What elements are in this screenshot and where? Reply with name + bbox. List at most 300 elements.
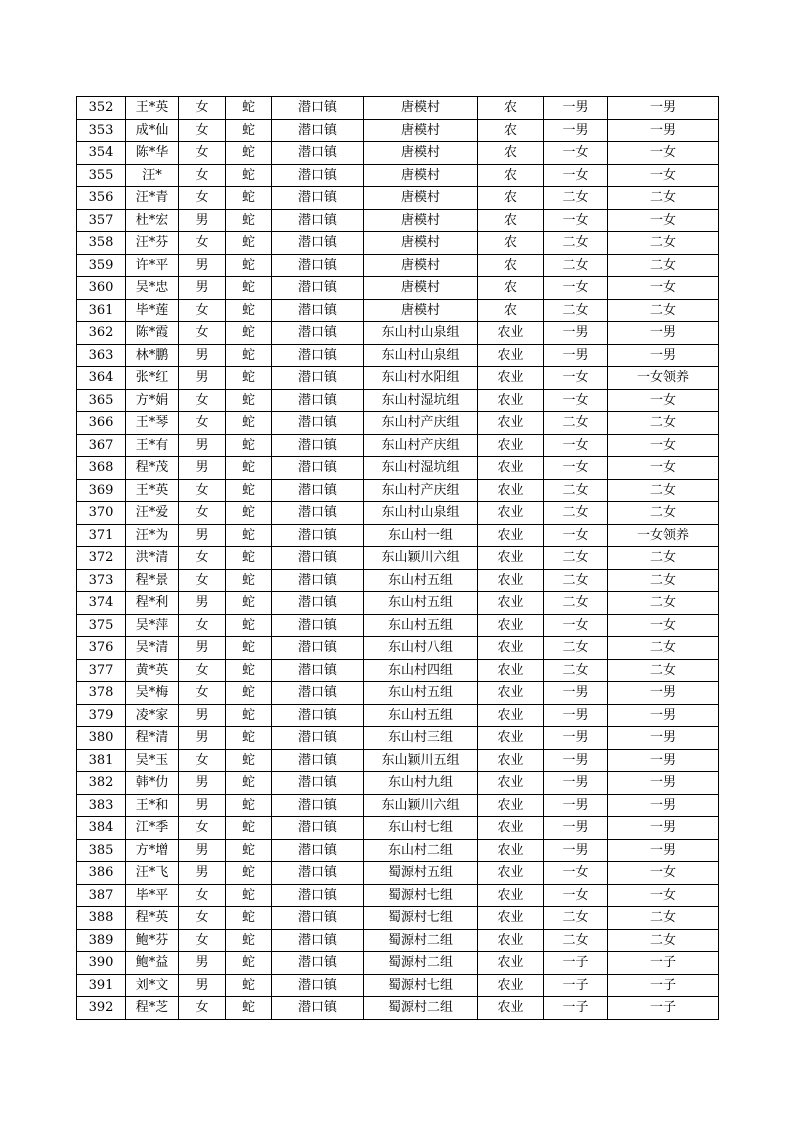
- table-row: [77, 457, 719, 480]
- zodiac-cell: 蛇: [226, 569, 272, 592]
- row-number-cell: 386: [77, 862, 126, 885]
- table-row: [77, 187, 719, 210]
- gender-cell: 女: [179, 119, 226, 142]
- children-status-cell: 一男: [608, 727, 719, 750]
- gender-cell: 男: [179, 727, 226, 750]
- zodiac-cell: 蛇: [226, 749, 272, 772]
- village-group-cell: 唐模村: [364, 142, 478, 165]
- row-number-cell: 358: [77, 232, 126, 255]
- children-status-cell: 二女: [608, 232, 719, 255]
- row-number-cell: 388: [77, 907, 126, 930]
- table-row: [77, 637, 719, 660]
- gender-cell: 男: [179, 344, 226, 367]
- gender-cell: 女: [179, 97, 226, 120]
- children-status-cell: 一男: [608, 682, 719, 705]
- household-type-cell: 农业: [478, 817, 544, 840]
- zodiac-cell: 蛇: [226, 907, 272, 930]
- town-cell: 潜口镇: [272, 997, 364, 1020]
- name-cell: 汪*爱: [126, 502, 179, 525]
- town-cell: 潜口镇: [272, 772, 364, 795]
- household-type-cell: 农业: [478, 322, 544, 345]
- village-group-cell: 东山村一组: [364, 524, 478, 547]
- roster-table-body: [77, 97, 719, 1020]
- table-row: [77, 142, 719, 165]
- children-cell: 二女: [544, 479, 608, 502]
- children-cell: 一女: [544, 614, 608, 637]
- household-type-cell: 农: [478, 232, 544, 255]
- row-number-cell: 360: [77, 277, 126, 300]
- children-cell: 二女: [544, 929, 608, 952]
- household-type-cell: 农业: [478, 479, 544, 502]
- gender-cell: 女: [179, 682, 226, 705]
- town-cell: 潜口镇: [272, 502, 364, 525]
- gender-cell: 男: [179, 457, 226, 480]
- zodiac-cell: 蛇: [226, 659, 272, 682]
- name-cell: 程*清: [126, 727, 179, 750]
- children-cell: 二女: [544, 569, 608, 592]
- village-group-cell: 东山村五组: [364, 614, 478, 637]
- row-number-cell: 352: [77, 97, 126, 120]
- zodiac-cell: 蛇: [226, 772, 272, 795]
- household-type-cell: 农业: [478, 547, 544, 570]
- town-cell: 潜口镇: [272, 884, 364, 907]
- zodiac-cell: 蛇: [226, 209, 272, 232]
- table-row: [77, 254, 719, 277]
- children-cell: 一男: [544, 119, 608, 142]
- row-number-cell: 369: [77, 479, 126, 502]
- name-cell: 王*英: [126, 97, 179, 120]
- children-status-cell: 一男: [608, 817, 719, 840]
- row-number-cell: 367: [77, 434, 126, 457]
- table-row: [77, 727, 719, 750]
- table-row: [77, 479, 719, 502]
- row-number-cell: 354: [77, 142, 126, 165]
- village-group-cell: 东山村七组: [364, 817, 478, 840]
- village-group-cell: 蜀源村二组: [364, 929, 478, 952]
- village-group-cell: 蜀源村五组: [364, 862, 478, 885]
- table-row: [77, 502, 719, 525]
- village-group-cell: 东山村二组: [364, 839, 478, 862]
- gender-cell: 女: [179, 232, 226, 255]
- village-group-cell: 蜀源村七组: [364, 974, 478, 997]
- children-cell: 一男: [544, 97, 608, 120]
- gender-cell: 男: [179, 434, 226, 457]
- household-type-cell: 农: [478, 277, 544, 300]
- town-cell: 潜口镇: [272, 277, 364, 300]
- household-type-cell: 农: [478, 209, 544, 232]
- zodiac-cell: 蛇: [226, 479, 272, 502]
- table-row: [77, 772, 719, 795]
- table-row: [77, 367, 719, 390]
- children-status-cell: 二女: [608, 569, 719, 592]
- gender-cell: 女: [179, 749, 226, 772]
- gender-cell: 男: [179, 209, 226, 232]
- name-cell: 鲍*益: [126, 952, 179, 975]
- name-cell: 杜*宏: [126, 209, 179, 232]
- zodiac-cell: 蛇: [226, 794, 272, 817]
- children-status-cell: 一女: [608, 614, 719, 637]
- children-cell: 一女: [544, 389, 608, 412]
- village-group-cell: 东山村山泉组: [364, 502, 478, 525]
- gender-cell: 男: [179, 254, 226, 277]
- household-type-cell: 农业: [478, 367, 544, 390]
- children-status-cell: 二女: [608, 547, 719, 570]
- zodiac-cell: 蛇: [226, 142, 272, 165]
- name-cell: 王*有: [126, 434, 179, 457]
- village-group-cell: 唐模村: [364, 232, 478, 255]
- zodiac-cell: 蛇: [226, 187, 272, 210]
- gender-cell: 女: [179, 817, 226, 840]
- town-cell: 潜口镇: [272, 862, 364, 885]
- name-cell: 汪*: [126, 164, 179, 187]
- gender-cell: 女: [179, 659, 226, 682]
- zodiac-cell: 蛇: [226, 299, 272, 322]
- village-group-cell: 唐模村: [364, 277, 478, 300]
- household-type-cell: 农: [478, 187, 544, 210]
- children-status-cell: 一子: [608, 974, 719, 997]
- row-number-cell: 383: [77, 794, 126, 817]
- household-type-cell: 农: [478, 97, 544, 120]
- table-row: [77, 344, 719, 367]
- town-cell: 潜口镇: [272, 97, 364, 120]
- name-cell: 程*茂: [126, 457, 179, 480]
- table-row: [77, 524, 719, 547]
- table-row: [77, 929, 719, 952]
- name-cell: 凌*家: [126, 704, 179, 727]
- children-status-cell: 一男: [608, 119, 719, 142]
- row-number-cell: 373: [77, 569, 126, 592]
- zodiac-cell: 蛇: [226, 367, 272, 390]
- village-group-cell: 东山村山泉组: [364, 344, 478, 367]
- zodiac-cell: 蛇: [226, 524, 272, 547]
- row-number-cell: 379: [77, 704, 126, 727]
- household-type-cell: 农业: [478, 974, 544, 997]
- gender-cell: 女: [179, 479, 226, 502]
- town-cell: 潜口镇: [272, 412, 364, 435]
- zodiac-cell: 蛇: [226, 637, 272, 660]
- gender-cell: 男: [179, 974, 226, 997]
- children-cell: 二女: [544, 232, 608, 255]
- village-group-cell: 东山村产庆组: [364, 479, 478, 502]
- gender-cell: 女: [179, 884, 226, 907]
- children-status-cell: 一女: [608, 457, 719, 480]
- name-cell: 汪*为: [126, 524, 179, 547]
- children-status-cell: 一女: [608, 209, 719, 232]
- household-type-cell: 农业: [478, 772, 544, 795]
- town-cell: 潜口镇: [272, 749, 364, 772]
- children-cell: 一男: [544, 749, 608, 772]
- children-status-cell: 一子: [608, 952, 719, 975]
- children-cell: 一男: [544, 817, 608, 840]
- name-cell: 王*和: [126, 794, 179, 817]
- row-number-cell: 375: [77, 614, 126, 637]
- zodiac-cell: 蛇: [226, 839, 272, 862]
- table-row: [77, 817, 719, 840]
- village-group-cell: 唐模村: [364, 254, 478, 277]
- town-cell: 潜口镇: [272, 142, 364, 165]
- children-cell: 一男: [544, 727, 608, 750]
- village-group-cell: 蜀源村七组: [364, 907, 478, 930]
- household-type-cell: 农业: [478, 727, 544, 750]
- household-type-cell: 农业: [478, 637, 544, 660]
- town-cell: 潜口镇: [272, 952, 364, 975]
- name-cell: 洪*清: [126, 547, 179, 570]
- children-cell: 一女: [544, 524, 608, 547]
- row-number-cell: 370: [77, 502, 126, 525]
- row-number-cell: 378: [77, 682, 126, 705]
- zodiac-cell: 蛇: [226, 434, 272, 457]
- table-row: [77, 884, 719, 907]
- household-type-cell: 农: [478, 299, 544, 322]
- zodiac-cell: 蛇: [226, 884, 272, 907]
- table-row: [77, 569, 719, 592]
- gender-cell: 女: [179, 997, 226, 1020]
- children-cell: 二女: [544, 592, 608, 615]
- gender-cell: 男: [179, 839, 226, 862]
- village-group-cell: 东山村产庆组: [364, 412, 478, 435]
- village-group-cell: 唐模村: [364, 97, 478, 120]
- household-type-cell: 农业: [478, 389, 544, 412]
- village-group-cell: 唐模村: [364, 164, 478, 187]
- row-number-cell: 382: [77, 772, 126, 795]
- row-number-cell: 374: [77, 592, 126, 615]
- household-type-cell: 农业: [478, 434, 544, 457]
- children-status-cell: 一男: [608, 749, 719, 772]
- zodiac-cell: 蛇: [226, 457, 272, 480]
- household-type-cell: 农: [478, 254, 544, 277]
- children-status-cell: 一女: [608, 389, 719, 412]
- row-number-cell: 362: [77, 322, 126, 345]
- town-cell: 潜口镇: [272, 637, 364, 660]
- children-status-cell: 二女: [608, 659, 719, 682]
- name-cell: 毕*平: [126, 884, 179, 907]
- roster-table: [76, 96, 719, 1020]
- table-row: [77, 659, 719, 682]
- village-group-cell: 东山颖川六组: [364, 547, 478, 570]
- zodiac-cell: 蛇: [226, 817, 272, 840]
- children-cell: 一子: [544, 997, 608, 1020]
- household-type-cell: 农业: [478, 592, 544, 615]
- children-status-cell: 一男: [608, 839, 719, 862]
- table-row: [77, 277, 719, 300]
- children-cell: 二女: [544, 502, 608, 525]
- household-type-cell: 农业: [478, 839, 544, 862]
- row-number-cell: 376: [77, 637, 126, 660]
- children-cell: 一男: [544, 322, 608, 345]
- zodiac-cell: 蛇: [226, 862, 272, 885]
- table-row: [77, 749, 719, 772]
- children-status-cell: 一女: [608, 434, 719, 457]
- town-cell: 潜口镇: [272, 817, 364, 840]
- gender-cell: 男: [179, 794, 226, 817]
- name-cell: 方*增: [126, 839, 179, 862]
- row-number-cell: 385: [77, 839, 126, 862]
- row-number-cell: 381: [77, 749, 126, 772]
- children-status-cell: 一男: [608, 322, 719, 345]
- gender-cell: 女: [179, 142, 226, 165]
- children-cell: 一女: [544, 434, 608, 457]
- household-type-cell: 农业: [478, 749, 544, 772]
- town-cell: 潜口镇: [272, 187, 364, 210]
- zodiac-cell: 蛇: [226, 592, 272, 615]
- children-cell: 一女: [544, 209, 608, 232]
- town-cell: 潜口镇: [272, 209, 364, 232]
- household-type-cell: 农业: [478, 862, 544, 885]
- household-type-cell: 农业: [478, 704, 544, 727]
- children-status-cell: 一子: [608, 997, 719, 1020]
- household-type-cell: 农业: [478, 457, 544, 480]
- household-type-cell: 农业: [478, 794, 544, 817]
- table-row: [77, 862, 719, 885]
- village-group-cell: 东山村五组: [364, 704, 478, 727]
- village-group-cell: 东山村三组: [364, 727, 478, 750]
- row-number-cell: 365: [77, 389, 126, 412]
- town-cell: 潜口镇: [272, 727, 364, 750]
- children-status-cell: 二女: [608, 592, 719, 615]
- household-type-cell: 农业: [478, 907, 544, 930]
- village-group-cell: 唐模村: [364, 209, 478, 232]
- children-status-cell: 一女: [608, 862, 719, 885]
- village-group-cell: 东山颖川六组: [364, 794, 478, 817]
- children-status-cell: 一男: [608, 344, 719, 367]
- household-type-cell: 农业: [478, 412, 544, 435]
- town-cell: 潜口镇: [272, 232, 364, 255]
- gender-cell: 女: [179, 929, 226, 952]
- village-group-cell: 东山村五组: [364, 592, 478, 615]
- zodiac-cell: 蛇: [226, 412, 272, 435]
- gender-cell: 男: [179, 952, 226, 975]
- household-type-cell: 农业: [478, 569, 544, 592]
- gender-cell: 女: [179, 389, 226, 412]
- village-group-cell: 蜀源村二组: [364, 997, 478, 1020]
- zodiac-cell: 蛇: [226, 344, 272, 367]
- household-type-cell: 农业: [478, 524, 544, 547]
- table-row: [77, 209, 719, 232]
- row-number-cell: 392: [77, 997, 126, 1020]
- children-cell: 二女: [544, 637, 608, 660]
- row-number-cell: 371: [77, 524, 126, 547]
- children-cell: 一女: [544, 862, 608, 885]
- town-cell: 潜口镇: [272, 457, 364, 480]
- table-row: [77, 322, 719, 345]
- children-status-cell: 二女: [608, 412, 719, 435]
- gender-cell: 男: [179, 367, 226, 390]
- children-status-cell: 二女: [608, 187, 719, 210]
- table-row: [77, 119, 719, 142]
- name-cell: 程*芝: [126, 997, 179, 1020]
- gender-cell: 女: [179, 299, 226, 322]
- name-cell: 王*英: [126, 479, 179, 502]
- name-cell: 吴*清: [126, 637, 179, 660]
- gender-cell: 女: [179, 412, 226, 435]
- household-type-cell: 农业: [478, 614, 544, 637]
- table-row: [77, 682, 719, 705]
- gender-cell: 女: [179, 322, 226, 345]
- town-cell: 潜口镇: [272, 659, 364, 682]
- zodiac-cell: 蛇: [226, 704, 272, 727]
- children-cell: 一男: [544, 344, 608, 367]
- name-cell: 吴*忠: [126, 277, 179, 300]
- zodiac-cell: 蛇: [226, 547, 272, 570]
- name-cell: 陈*霞: [126, 322, 179, 345]
- children-cell: 二女: [544, 412, 608, 435]
- table-row: [77, 997, 719, 1020]
- table-row: [77, 839, 719, 862]
- table-row: [77, 434, 719, 457]
- table-row: [77, 547, 719, 570]
- zodiac-cell: 蛇: [226, 322, 272, 345]
- children-cell: 一女: [544, 367, 608, 390]
- name-cell: 许*平: [126, 254, 179, 277]
- gender-cell: 女: [179, 569, 226, 592]
- children-cell: 一子: [544, 952, 608, 975]
- row-number-cell: 390: [77, 952, 126, 975]
- zodiac-cell: 蛇: [226, 97, 272, 120]
- household-type-cell: 农业: [478, 929, 544, 952]
- children-status-cell: 二女: [608, 479, 719, 502]
- town-cell: 潜口镇: [272, 839, 364, 862]
- name-cell: 王*琴: [126, 412, 179, 435]
- village-group-cell: 唐模村: [364, 299, 478, 322]
- gender-cell: 女: [179, 547, 226, 570]
- row-number-cell: 363: [77, 344, 126, 367]
- children-cell: 一女: [544, 457, 608, 480]
- zodiac-cell: 蛇: [226, 727, 272, 750]
- name-cell: 江*季: [126, 817, 179, 840]
- name-cell: 汪*飞: [126, 862, 179, 885]
- zodiac-cell: 蛇: [226, 389, 272, 412]
- children-status-cell: 二女: [608, 502, 719, 525]
- children-status-cell: 二女: [608, 254, 719, 277]
- table-row: [77, 907, 719, 930]
- table-row: [77, 614, 719, 637]
- children-status-cell: 一男: [608, 704, 719, 727]
- name-cell: 张*红: [126, 367, 179, 390]
- name-cell: 成*仙: [126, 119, 179, 142]
- table-row: [77, 389, 719, 412]
- children-status-cell: 一男: [608, 794, 719, 817]
- name-cell: 吴*萍: [126, 614, 179, 637]
- table-row: [77, 299, 719, 322]
- children-cell: 二女: [544, 547, 608, 570]
- children-status-cell: 二女: [608, 907, 719, 930]
- household-type-cell: 农业: [478, 659, 544, 682]
- household-type-cell: 农: [478, 164, 544, 187]
- name-cell: 汪*芬: [126, 232, 179, 255]
- town-cell: 潜口镇: [272, 524, 364, 547]
- village-group-cell: 东山村八组: [364, 637, 478, 660]
- children-cell: 二女: [544, 299, 608, 322]
- town-cell: 潜口镇: [272, 299, 364, 322]
- table-row: [77, 592, 719, 615]
- children-status-cell: 一女: [608, 142, 719, 165]
- name-cell: 黄*英: [126, 659, 179, 682]
- village-group-cell: 东山村四组: [364, 659, 478, 682]
- table-row: [77, 412, 719, 435]
- town-cell: 潜口镇: [272, 254, 364, 277]
- village-group-cell: 东山村山泉组: [364, 322, 478, 345]
- row-number-cell: 368: [77, 457, 126, 480]
- children-cell: 一女: [544, 277, 608, 300]
- town-cell: 潜口镇: [272, 704, 364, 727]
- gender-cell: 男: [179, 277, 226, 300]
- row-number-cell: 377: [77, 659, 126, 682]
- name-cell: 韩*仂: [126, 772, 179, 795]
- row-number-cell: 357: [77, 209, 126, 232]
- town-cell: 潜口镇: [272, 322, 364, 345]
- village-group-cell: 东山村五组: [364, 569, 478, 592]
- gender-cell: 女: [179, 502, 226, 525]
